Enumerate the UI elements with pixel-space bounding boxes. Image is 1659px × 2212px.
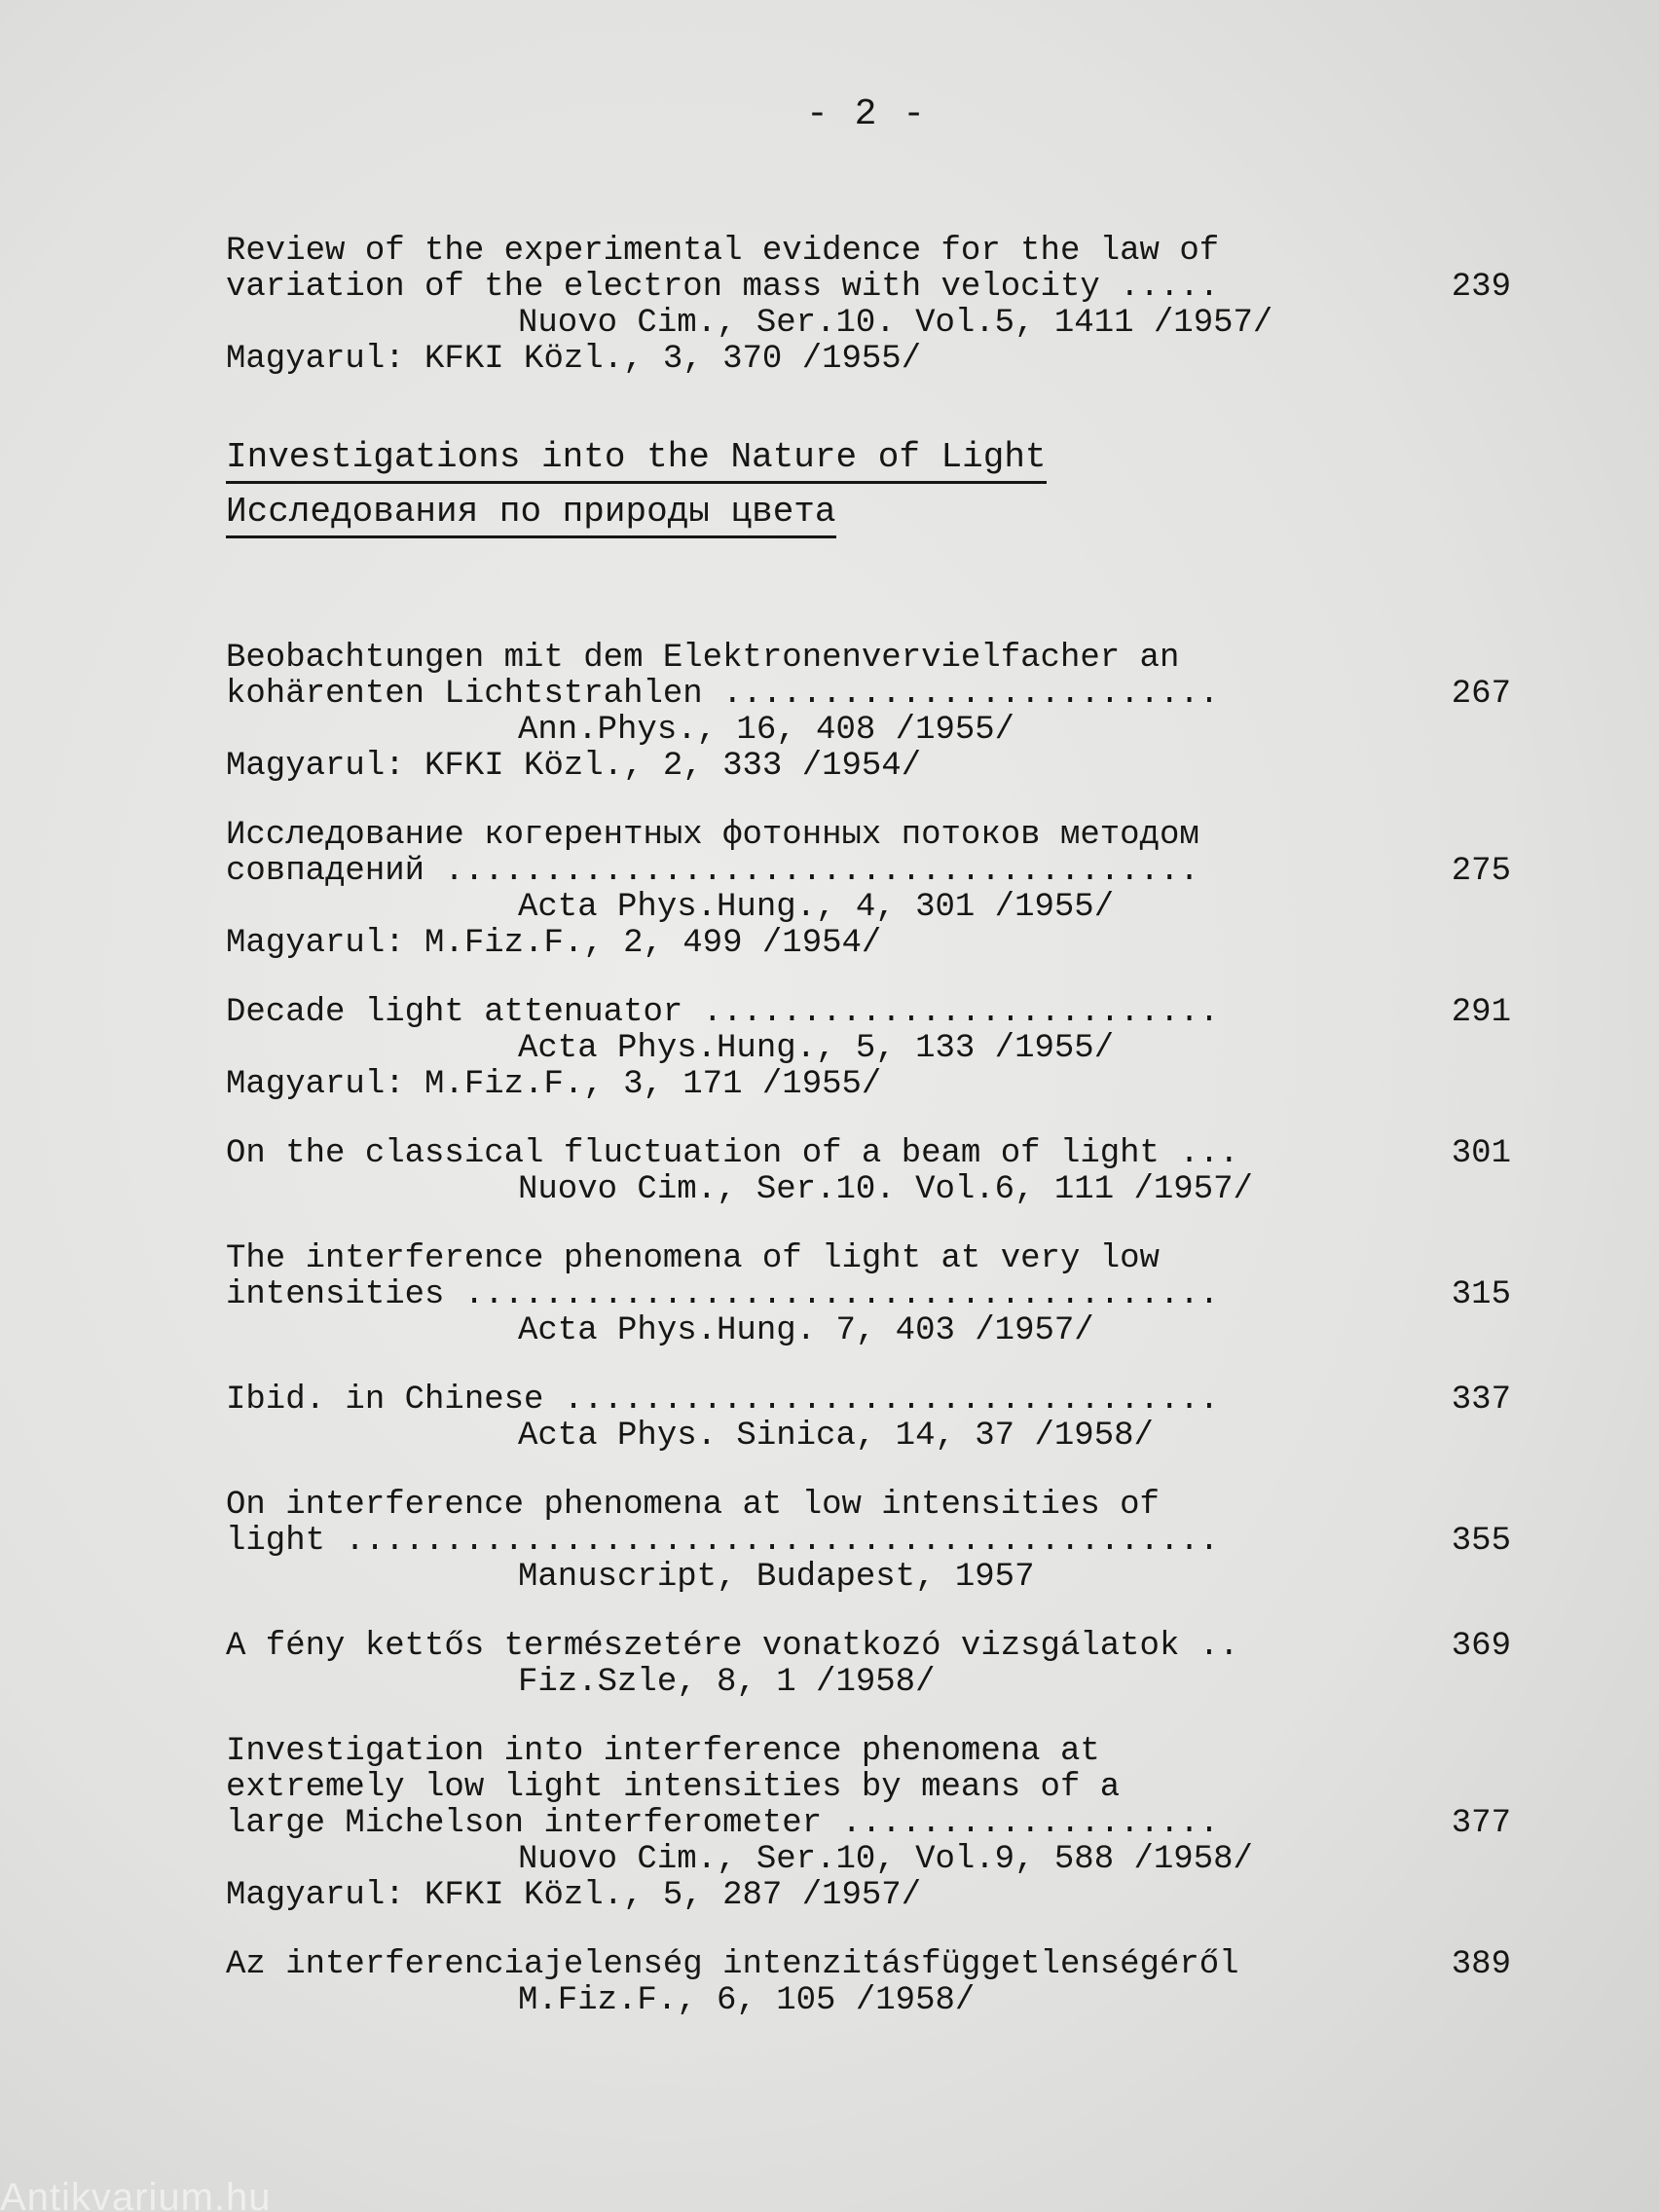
entry-line-text: The interference phenomena of light at very low: [226, 1240, 1160, 1277]
entry-line: [226, 1560, 1511, 1596]
entry-page-number: 239: [1451, 269, 1511, 306]
section-heading: [226, 438, 1511, 547]
entry-page-number: 315: [1451, 1276, 1511, 1313]
entry-line: [226, 1067, 1511, 1103]
entry-line-text: Nuovo Cim., Ser.10, Vol.9, 588 /1958/: [518, 1841, 1253, 1878]
section-heading-russian: Исследования по природы цвета: [226, 493, 836, 538]
entries-after-heading: [226, 641, 1511, 2019]
entry-line: [226, 1241, 1511, 1277]
entry-line: [226, 818, 1511, 854]
entry-line-text: Manuscript, Budapest, 1957: [518, 1559, 1035, 1596]
entry-line-text: Nuovo Cim., Ser.10. Vol.5, 1411 /1957/: [518, 305, 1273, 342]
entry-line-text: kohärenten Lichtstrahlen .........................: [226, 676, 1220, 713]
entry-line-text: Исследование когерентных фотонных потоков методом: [226, 817, 1199, 854]
entry-line-text: Beobachtungen mit dem Elektronenvervielfacher an: [226, 640, 1180, 677]
entry-line-text: совпадений ......................................: [226, 853, 1199, 890]
entry-line: [226, 1983, 1511, 2019]
entry-line: [226, 1136, 1511, 1172]
entry-line: [226, 306, 1511, 342]
entry-line-text: extremely low light intensities by means of a: [226, 1769, 1121, 1806]
entry-line-text: A fény kettős természetére vonatkozó vizsgálatok ..: [226, 1628, 1239, 1665]
entry-line-text: Acta Phys.Hung., 5, 133 /1955/: [518, 1030, 1115, 1067]
watermark: Antikvarium.hu: [0, 2176, 272, 2212]
entry-line-text: Acta Phys. Sinica, 14, 37 /1958/: [518, 1418, 1154, 1455]
entry-page-number: 389: [1451, 1946, 1511, 1983]
page-number: - 2 -: [805, 93, 928, 135]
entry-line-text: Ibid. in Chinese .................................: [226, 1382, 1220, 1419]
bibliography-entry: [226, 995, 1511, 1103]
entry-line-text: intensities ......................................: [226, 1276, 1220, 1313]
entry-page-number: 291: [1451, 994, 1511, 1031]
entry-line-text: M.Fiz.F., 6, 105 /1958/: [518, 1982, 976, 2019]
entry-line: [226, 1172, 1511, 1208]
entry-line: [226, 890, 1511, 926]
entry-page-number: 377: [1451, 1805, 1511, 1842]
entry-line-text: Az interferenciajelenség intenzitásfüggetlenségéről: [226, 1946, 1239, 1983]
bibliography-entry: [226, 1734, 1511, 1914]
entry-line: [226, 1382, 1511, 1419]
entry-line-text: Magyarul: M.Fiz.F., 3, 171 /1955/: [226, 1066, 882, 1103]
bibliography-entry: [226, 234, 1511, 378]
entry-line-text: Review of the experimental evidence for the law of: [226, 233, 1220, 270]
entries-before-heading: [226, 234, 1511, 378]
entry-line-text: Decade light attenuator ..........................: [226, 994, 1220, 1031]
entry-line-text: Magyarul: KFKI Közl., 5, 287 /1957/: [226, 1877, 922, 1914]
bibliography-entry: [226, 1488, 1511, 1596]
entry-line: [226, 1488, 1511, 1524]
entry-line-text: Acta Phys.Hung. 7, 403 /1957/: [518, 1312, 1094, 1349]
entry-line-text: On the classical fluctuation of a beam of light ...: [226, 1135, 1239, 1172]
entry-line-text: Magyarul: M.Fiz.F., 2, 499 /1954/: [226, 925, 882, 962]
entry-page-number: 275: [1451, 853, 1511, 890]
entry-line: [226, 854, 1511, 890]
entry-line-text: Magyarul: KFKI Közl., 2, 333 /1954/: [226, 748, 922, 785]
entry-line-text: Fiz.Szle, 8, 1 /1958/: [518, 1664, 936, 1701]
bibliography-entry: [226, 1947, 1511, 2019]
entry-line: [226, 926, 1511, 962]
entry-line: [226, 641, 1511, 677]
entry-line-text: light ............................................: [226, 1523, 1220, 1560]
bibliography-entry: [226, 1382, 1511, 1455]
entry-line: [226, 713, 1511, 749]
entry-line-text: Ann.Phys., 16, 408 /1955/: [518, 712, 1015, 749]
entry-line-text: Magyarul: KFKI Közl., 3, 370 /1955/: [226, 341, 922, 378]
bibliography-entry: [226, 641, 1511, 785]
entry-line-text: Investigation into interference phenomena at: [226, 1733, 1100, 1770]
entry-line-text: variation of the electron mass with velocity .....: [226, 269, 1220, 306]
entry-line: [226, 234, 1511, 270]
entry-line: [226, 342, 1511, 378]
entry-page-number: 369: [1451, 1628, 1511, 1665]
entry-line: [226, 270, 1511, 306]
bibliography-entry: [226, 1241, 1511, 1349]
entry-line: [226, 1031, 1511, 1067]
entry-line: [226, 1629, 1511, 1665]
bibliography-entry: [226, 1136, 1511, 1208]
entry-page-number: 355: [1451, 1523, 1511, 1560]
bibliography-list: [226, 234, 1511, 2052]
bibliography-entry: [226, 818, 1511, 962]
entry-line-text: large Michelson interferometer ...................: [226, 1805, 1220, 1842]
entry-line: [226, 1313, 1511, 1349]
entry-line: [226, 749, 1511, 785]
entry-line: [226, 1842, 1511, 1878]
entry-line-text: Nuovo Cim., Ser.10. Vol.6, 111 /1957/: [518, 1171, 1253, 1208]
entry-line-text: Acta Phys.Hung., 4, 301 /1955/: [518, 889, 1115, 926]
bibliography-entry: [226, 1629, 1511, 1701]
entry-page-number: 301: [1451, 1135, 1511, 1172]
entry-line: [226, 1806, 1511, 1842]
entry-line: [226, 1419, 1511, 1455]
entry-line: [226, 1277, 1511, 1313]
entry-page-number: 267: [1451, 676, 1511, 713]
entry-line: [226, 995, 1511, 1031]
entry-page-number: 337: [1451, 1382, 1511, 1419]
entry-line: [226, 677, 1511, 713]
entry-line: [226, 1665, 1511, 1701]
section-heading-english: Investigations into the Nature of Light: [226, 438, 1047, 484]
entry-line: [226, 1878, 1511, 1914]
entry-line: [226, 1524, 1511, 1560]
entry-line: [226, 1734, 1511, 1770]
entry-line-text: On interference phenomena at low intensities of: [226, 1487, 1160, 1524]
entry-line: [226, 1770, 1511, 1806]
entry-line: [226, 1947, 1511, 1983]
